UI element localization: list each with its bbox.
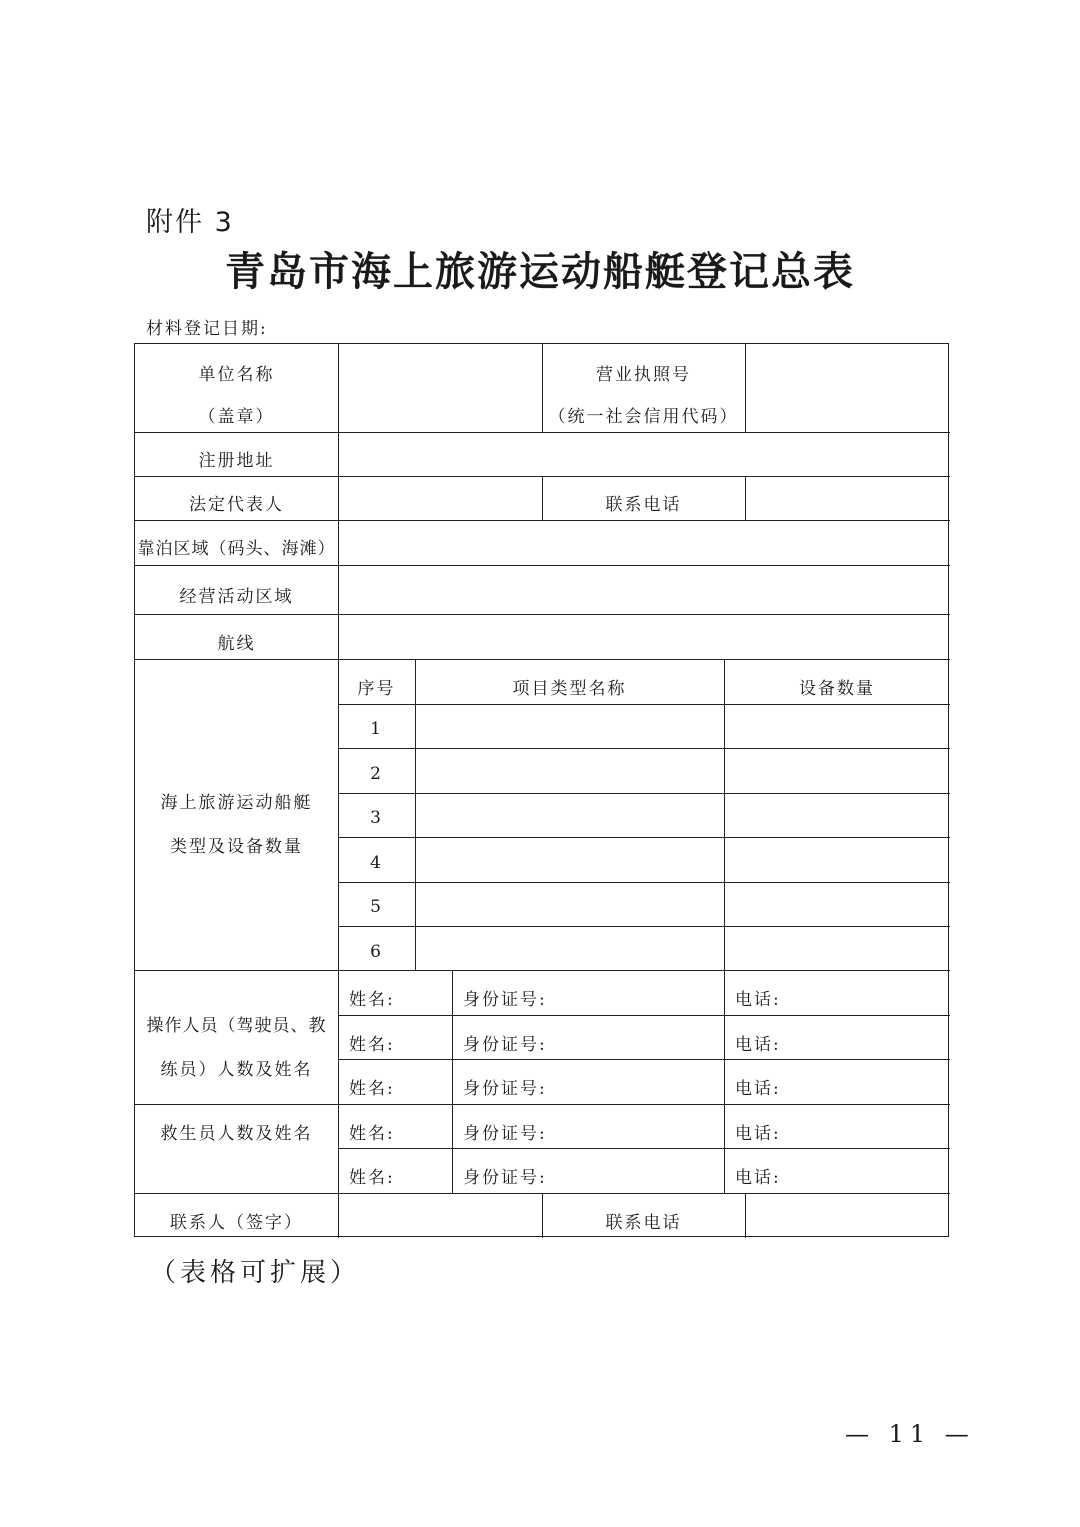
reg-address-field[interactable]: [339, 433, 950, 476]
contact-phone2-label: 联系电话: [605, 1213, 682, 1233]
row-divider: [338, 1148, 950, 1149]
operators-label-line2: 练员）人数及姓名: [160, 1060, 313, 1080]
id-label: 身份证号:: [463, 1168, 547, 1188]
registration-date-label: 材料登记日期:: [146, 319, 268, 339]
row-divider: [338, 748, 950, 749]
unit-name-field[interactable]: [339, 344, 541, 432]
row-number: 2: [370, 764, 383, 784]
row-divider: [338, 793, 950, 794]
attachment-label: 附件 3: [146, 207, 234, 238]
col-header-no: 序号: [357, 679, 396, 699]
route-label: 航线: [217, 634, 256, 654]
col-divider: [452, 970, 453, 1193]
col-divider: [724, 970, 725, 1193]
lifeguards-label: 救生员人数及姓名: [160, 1124, 313, 1144]
id-label: 身份证号:: [463, 1124, 547, 1144]
phone-label: 电话:: [735, 1079, 781, 1099]
row-divider: [135, 1104, 950, 1105]
row-number: 3: [370, 808, 383, 828]
name-label: 姓名:: [349, 1035, 395, 1055]
unit-name-note: （盖章）: [198, 407, 275, 427]
row-divider: [338, 1015, 950, 1016]
contact-phone-field[interactable]: [746, 477, 950, 520]
contact-person-field[interactable]: [339, 1194, 541, 1238]
name-label: 姓名:: [349, 1079, 395, 1099]
vessel-section-label: 海上旅游运动船艇: [160, 793, 313, 813]
contact-phone-label: 联系电话: [605, 495, 682, 515]
legal-rep-field[interactable]: [339, 477, 541, 520]
legal-rep-label: 法定代表人: [189, 495, 284, 515]
col-divider: [415, 659, 416, 970]
row-divider: [135, 659, 950, 660]
registration-form: [134, 343, 949, 1237]
row-number: 6: [370, 942, 383, 962]
phone-label: 电话:: [735, 1124, 781, 1144]
page-title: 青岛市海上旅游运动船艇登记总表: [225, 249, 855, 295]
route-field[interactable]: [339, 615, 950, 659]
footnote: （表格可扩展）: [150, 1258, 361, 1288]
phone-label: 电话:: [735, 1168, 781, 1188]
unit-name-label: 单位名称: [198, 365, 275, 385]
row-number: 1: [370, 719, 383, 739]
license-no-note: （统一社会信用代码）: [548, 407, 739, 427]
phone-label: 电话:: [735, 1035, 781, 1055]
operation-area-field[interactable]: [339, 566, 950, 614]
operation-area-label: 经营活动区域: [179, 587, 294, 607]
row-divider: [338, 882, 950, 883]
phone-label: 电话:: [735, 990, 781, 1010]
name-label: 姓名:: [349, 990, 395, 1010]
berth-area-field[interactable]: [339, 521, 950, 565]
row-divider: [338, 926, 950, 927]
id-label: 身份证号:: [463, 990, 547, 1010]
license-no-label: 营业执照号: [596, 365, 691, 385]
page-number: — 11 —: [845, 1420, 975, 1448]
row-divider: [338, 837, 950, 838]
reg-address-label: 注册地址: [198, 451, 275, 471]
col-header-item: 项目类型名称: [512, 679, 627, 699]
col-header-qty: 设备数量: [799, 679, 875, 699]
row-divider: [135, 970, 950, 971]
id-label: 身份证号:: [463, 1035, 547, 1055]
contact-phone2-field[interactable]: [746, 1194, 950, 1238]
row-divider: [338, 704, 950, 705]
name-label: 姓名:: [349, 1124, 395, 1144]
name-label: 姓名:: [349, 1168, 395, 1188]
berth-area-label: 靠泊区域（码头、海滩）: [137, 539, 336, 559]
row-divider: [338, 1059, 950, 1060]
col-divider: [724, 659, 725, 970]
row-number: 4: [370, 853, 383, 873]
operators-label: 操作人员（驾驶员、教: [146, 1016, 327, 1036]
contact-person-label: 联系人（签字）: [170, 1213, 303, 1233]
vessel-section-label-line2: 类型及设备数量: [170, 837, 303, 857]
id-label: 身份证号:: [463, 1079, 547, 1099]
license-no-field[interactable]: [746, 344, 950, 432]
row-number: 5: [370, 897, 383, 917]
